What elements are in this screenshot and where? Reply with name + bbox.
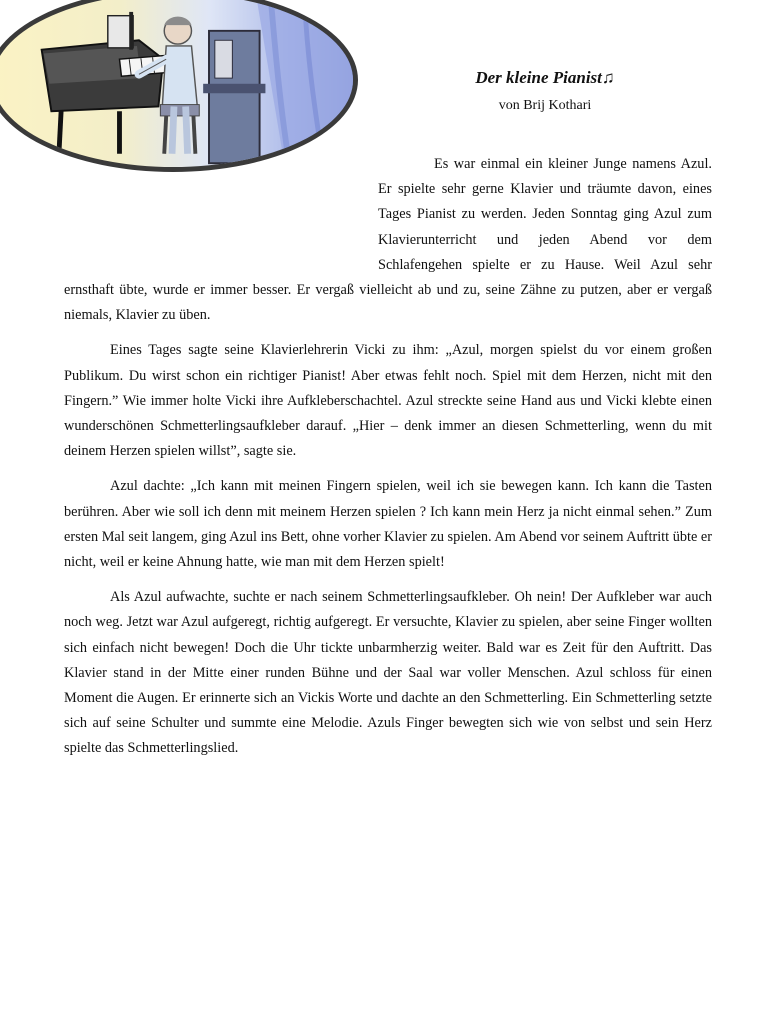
- story-author: von Brij Kothari: [498, 98, 592, 113]
- paragraph-2: Eines Tages sagte seine Klavierlehrerin Vicki zu ihm: „Azul, morgen spielst du vor einem großen Publikum. Du wirst schon ein richtiger Pianist! Aber etwas fehlt noch. Spiel mit dem Herzen, nicht mit den Fingern.” Wie immer holte Vicki ihre Aufkleberschachtel. Azul streckte seine Hand aus und Vicki klebte einen wunderschönen Schmetterlingsaufkleber darauf. „Hier – denk immer an diesen Schmetterling, wenn du mit deinem Herzen spielen willst”, sagte sie.: [64, 342, 712, 460]
- story-body: [64, 152, 712, 772]
- title-block: [390, 68, 700, 114]
- paragraph-4: Als Azul aufwachte, suchte er nach seinem Schmetterlingsaufkleber. Oh nein! Der Aufkleber war auch noch weg. Jetzt war Azul aufgeregt, richtig aufgeregt. Er versuchte, Klavier zu spielen, aber seine Finger wollten sich einfach nicht bewegen! Doch die Uhr tickte unbarmherzig weiter. Bald war es Zeit für den Auftritt. Das Klavier stand in der Mitte einer runden Bühne und der Saal war voller Menschen. Azul schloss für einen Moment die Augen. Er erinnerte sich an Vickis Worte und dachte an den Schmetterling. Ein Schmetterling setzte sich auf seine Schulter und summte eine Melodie. Azuls Finger bewegten sich wie von selbst und sein Herz spielte das Schmetterlingslied.: [64, 589, 712, 757]
- piano-player-icon: [0, 0, 353, 167]
- paragraph-1: Es war einmal ein kleiner Junge namens Azul. Er spielte sehr gerne Klavier und träumte davon, eines Tages Pianist zu werden. Jeden Sonntag ging Azul zum Klavierunterricht und jeden Abend vor dem Schlafengehen spielte er zu Hause. Weil Azul sehr ernsthaft übte, wurde er immer besser. Er vergaß vielleicht ab und zu, seine Zähne zu putzen, aber er vergaß niemals, Klavier zu üben.: [64, 156, 712, 324]
- illustration-spacer: [64, 152, 378, 278]
- piano-player-illustration: [0, 0, 358, 172]
- paragraph-3: Azul dachte: „Ich kann mit meinen Fingern spielen, weil ich sie bewegen kann. Ich kann die Tasten berühren. Aber wie soll ich denn mit meinem Herzen spielen ? Ich kann mein Herz ja nicht einmal sehen.” Zum ersten Mal seit langem, ging Azul ins Bett, ohne vorher Klavier zu spielen. Am Abend vor seinem Auftritt übte er nicht, weil er keine Ahnung hatte, wie man mit dem Herzen spielt!: [64, 478, 712, 571]
- story-title: Der kleine Pianist♫: [475, 68, 615, 87]
